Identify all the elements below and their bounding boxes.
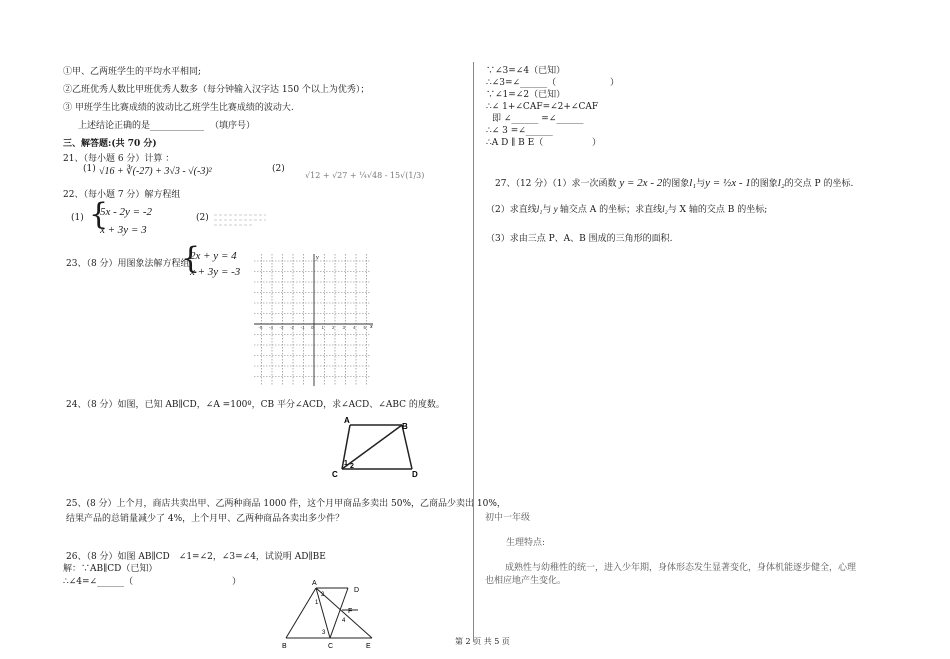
q22-label: 22、（每小题 7 分）解方程组 <box>63 190 181 200</box>
q26-figure <box>278 576 398 659</box>
proof-line-7-end: ） <box>592 138 602 148</box>
q21-part2-label: (2) <box>272 164 285 174</box>
q27-with: 与 <box>696 179 706 189</box>
q27-l1: l₁ <box>689 177 697 189</box>
q27-part3: （3）求由三点 P、A、B 围成的三角形的面积. <box>486 234 673 244</box>
label-angle1: 1 <box>344 460 348 467</box>
q21-label: 21、（每小题 6 分）计算 ： <box>63 154 175 164</box>
footer-para1: 成熟性与幼稚性的统一，进入少年期，身体形态发生显著变化，身体机能逐步健全，心理 <box>505 563 857 573</box>
x-tick-label: -5 <box>258 325 263 330</box>
q22-eq2: x + 3y = 3 <box>100 224 147 236</box>
q21-expr1: √16 + ∛(-27) + 3√3 - √(-3)² <box>99 166 212 177</box>
label-d: D <box>412 470 418 479</box>
x-axis-label: x <box>370 324 373 330</box>
footer-grade: 初中一年级 <box>485 513 531 523</box>
x-tick-label: 3 <box>342 325 346 330</box>
label-angle1: 1 <box>315 600 319 606</box>
label-a: A <box>312 580 317 587</box>
q27-part2-d: 与 X 轴的交点 B 的坐标; <box>667 205 768 215</box>
page-number: 第 2 页 共 5 页 <box>455 637 510 646</box>
label-b: B <box>402 422 408 431</box>
proof-line-3: ∵∠1=∠2（已知） <box>486 90 566 100</box>
segment-bd <box>402 425 412 469</box>
y-axis-label: y <box>316 255 319 261</box>
q22-eq1: 5x - 2y = -2 <box>100 206 153 218</box>
label-c: C <box>328 643 334 650</box>
proof-line-2-end: ） <box>610 78 620 88</box>
q23-label: 23、（8 分）用图象法解方程组 <box>66 259 190 269</box>
segment-dc <box>330 588 348 638</box>
x-tick-label: -4 <box>269 325 274 330</box>
q25-line2: 结果产品的总销量减少了 4%，上个月甲、乙两种商品各卖出多少件？ <box>66 514 345 524</box>
q27-f1: y = 2x - 2 <box>619 177 663 189</box>
q27-label <box>495 177 853 190</box>
label-b: B <box>282 643 287 650</box>
q27-part2: （2）求直线l₁与 y 轴交点 A 的坐标；求直线l₂与 X 轴的交点 B 的坐标; <box>486 204 768 215</box>
proof-line-2: ∴∠3=∠______（ <box>486 78 557 88</box>
q27-part2-l1: l₁ <box>536 204 543 214</box>
q22-brace: { <box>89 197 109 232</box>
label-f: F <box>348 608 353 615</box>
x-tick-label: 4 <box>353 325 356 330</box>
conclusion-1: ①甲、乙两班学生的平均水平相同; <box>63 67 202 77</box>
q27-part2-l2: l₂ <box>662 204 668 214</box>
x-tick-label: 5 <box>363 325 367 330</box>
x-tick-label: -3 <box>279 325 284 330</box>
q27-label-text: 27、（12 分）（1）求一次函数 <box>495 179 617 189</box>
q24-text: 24、（8 分）如图，已知 AB∥CD，∠A =100º，CB 平分∠ACD，求∠ACD、∠ABC 的度数。 <box>66 400 445 410</box>
q22-part1-label: (1) <box>71 213 84 223</box>
q27-part2-c: 轴交点 A 的坐标；求直线 <box>559 205 663 215</box>
footer-heading: 生理特点: <box>506 538 546 548</box>
conclusion-3: ③ 甲班学生比赛成绩的波动比乙班学生比赛成绩的波动大. <box>63 103 294 113</box>
label-angle4: 4 <box>342 618 346 624</box>
fill-prompt <box>78 120 255 132</box>
q27-mid2: 的图象 <box>750 179 778 189</box>
faint-equation-image <box>214 212 269 228</box>
x-tick-label: 2 <box>332 325 335 330</box>
label-angle2: 2 <box>350 463 354 470</box>
q23-eq1: 2x + y = 4 <box>190 250 237 262</box>
label-a: A <box>344 416 350 425</box>
label-angle2: 2 <box>321 592 325 598</box>
q24-figure <box>330 415 430 481</box>
conclusion-2: ②乙班优秀人数比甲班优秀人数多（每分钟输入汉字达 150 个以上为优秀）； <box>63 85 370 95</box>
q27-part2-a: （2）求直线 <box>486 205 537 215</box>
fill-suffix: （填序号） <box>210 121 256 131</box>
q26-line1: 26、（8 分）如图 AB∥CD ∠1=∠2，∠3=∠4，试说明 AD∥BE <box>66 552 326 562</box>
proof-line-5: 即 ∠______ =∠______ <box>492 114 584 124</box>
x-tick-label: 1 <box>321 325 325 330</box>
q23-brace: { <box>181 241 201 276</box>
q21-expr2: √12 + √27 + ¼√48 - 15√(1/3) <box>305 171 425 180</box>
q22-part2-label: (2) <box>196 213 209 223</box>
label-e: E <box>366 643 371 650</box>
q27-l2: l₂ <box>777 177 785 189</box>
q25-line1: 25、(8 分）上个月，商店共卖出甲、乙两种商品 1000 件，这个月甲商品多卖出 50%，乙商品少卖出 10%， <box>66 499 506 509</box>
x-tick-label: 0 <box>311 325 314 330</box>
x-tick-label: -1 <box>300 325 305 330</box>
segment-ab <box>286 588 316 638</box>
label-c: C <box>332 470 338 479</box>
q26-line2: 解：∵AB∥CD（已知） <box>63 564 158 574</box>
x-tick-label: -2 <box>290 325 295 330</box>
q27-f2: y = ½x - 1 <box>705 177 751 189</box>
q22-part2-equations <box>214 212 269 229</box>
fill-blank: ____________ <box>150 121 205 131</box>
proof-line-1: ∵∠3=∠4（已知） <box>486 66 566 76</box>
label-d: D <box>354 587 360 594</box>
q26-line3-end: ） <box>232 577 242 587</box>
label-angle3: 3 <box>322 630 326 636</box>
section-title: 三、解答题:(共 70 分) <box>63 139 157 149</box>
coordinate-grid <box>252 252 376 388</box>
fill-prompt-text: 上述结论正确的是 <box>78 121 151 131</box>
q21-part1-label: (1) <box>83 164 96 174</box>
column-divider <box>473 62 474 642</box>
q27-part2-b: 与 <box>542 205 552 215</box>
proof-line-6: ∴∠ 3 =∠______ <box>486 126 553 136</box>
footer-para2: 也相应地产生变化。 <box>485 576 567 586</box>
proof-line-7: ∴A D ∥ B E（ <box>486 138 544 148</box>
q23-eq2: x + 3y = -3 <box>190 266 241 278</box>
q27-end: 的交点 P 的坐标. <box>784 179 854 189</box>
q27-mid: 的图象 <box>662 179 690 189</box>
proof-line-4: ∴∠ 1+∠CAF=∠2+∠CAF <box>486 102 599 112</box>
q26-line3: ∴∠4=∠______（ <box>63 577 134 587</box>
